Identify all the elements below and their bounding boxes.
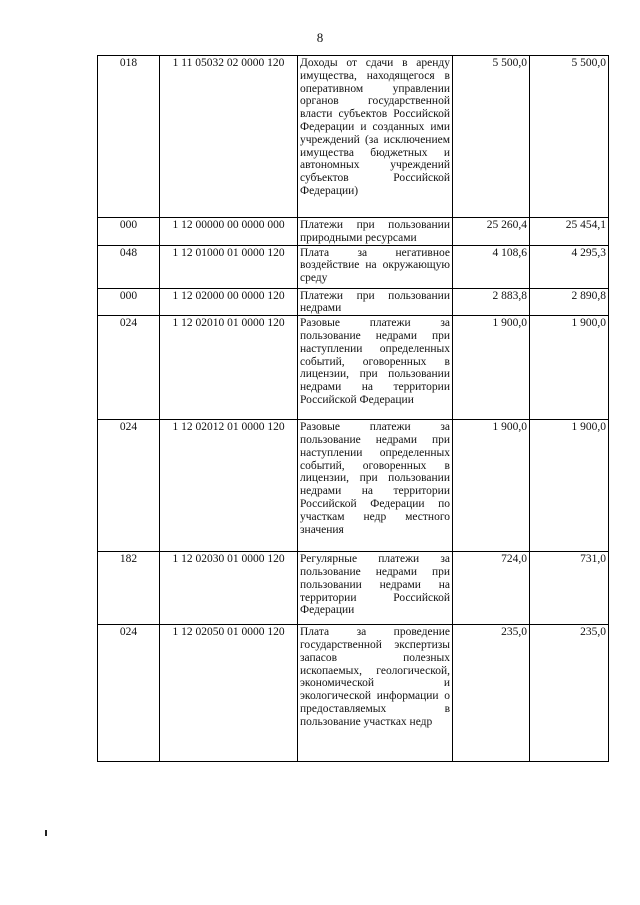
revenue-name-cell: Плата за проведение государственной экспертизы запасов полезных ископаемых, геологической, экономической и экологической информации о предоставляемых в пользование участках недр	[298, 625, 453, 762]
revenue-name-cell: Платежи при пользовании природными ресурсами	[298, 218, 453, 246]
budget-code-cell: 1 11 05032 02 0000 120	[160, 56, 298, 218]
revenue-name-cell: Плата за негативное воздействие на окружающую среду	[298, 245, 453, 288]
amount-year2-cell: 1 900,0	[530, 420, 609, 552]
amount-year1-cell: 4 108,6	[453, 245, 530, 288]
budget-code-cell: 1 12 02012 01 0000 120	[160, 420, 298, 552]
budget-code-cell: 1 12 00000 00 0000 000	[160, 218, 298, 246]
amount-year2-cell: 25 454,1	[530, 218, 609, 246]
amount-year2-cell: 235,0	[530, 625, 609, 762]
amount-year2-cell: 731,0	[530, 552, 609, 625]
budget-code-cell: 1 12 02000 00 0000 120	[160, 288, 298, 316]
amount-year1-cell: 724,0	[453, 552, 530, 625]
amount-year1-cell: 1 900,0	[453, 420, 530, 552]
amount-year1-cell: 1 900,0	[453, 316, 530, 420]
amount-year2-cell: 2 890,8	[530, 288, 609, 316]
amount-year2-cell: 5 500,0	[530, 56, 609, 218]
table-row	[98, 56, 609, 218]
budget-code-cell: 1 12 02050 01 0000 120	[160, 625, 298, 762]
revenue-name-cell: Регулярные платежи за пользование недрами при пользовании недрами на территории Российской Федерации	[298, 552, 453, 625]
revenue-name-cell: Разовые платежи за пользование недрами при наступлении определенных событий, оговоренных в лицензии, при пользовании недрами на территории Российской Федерации по участкам недр местного значения	[298, 420, 453, 552]
table-row	[98, 316, 609, 420]
revenue-name-cell: Платежи при пользовании недрами	[298, 288, 453, 316]
admin-code-cell: 024	[98, 420, 160, 552]
amount-year2-cell: 4 295,3	[530, 245, 609, 288]
budget-code-cell: 1 12 02030 01 0000 120	[160, 552, 298, 625]
table-row	[98, 288, 609, 316]
admin-code-cell: 000	[98, 288, 160, 316]
admin-code-cell: 024	[98, 625, 160, 762]
budget-code-cell: 1 12 01000 01 0000 120	[160, 245, 298, 288]
amount-year1-cell: 2 883,8	[453, 288, 530, 316]
scan-mark	[45, 830, 47, 836]
amount-year1-cell: 5 500,0	[453, 56, 530, 218]
page-number: 8	[316, 30, 324, 45]
admin-code-cell: 024	[98, 316, 160, 420]
table-row	[98, 218, 609, 246]
revenue-table	[97, 55, 609, 762]
amount-year1-cell: 25 260,4	[453, 218, 530, 246]
table-row	[98, 245, 609, 288]
revenue-name-cell: Доходы от сдачи в аренду имущества, находящегося в оперативном управлении органов государственной власти субъектов Российской Федерации и созданных ими учреждений (за исключением имущества бюджетных и автономных учреждений субъектов Российской Федерации)	[298, 56, 453, 218]
admin-code-cell: 000	[98, 218, 160, 246]
admin-code-cell: 182	[98, 552, 160, 625]
amount-year2-cell: 1 900,0	[530, 316, 609, 420]
table-row	[98, 625, 609, 762]
admin-code-cell: 048	[98, 245, 160, 288]
table-row	[98, 420, 609, 552]
admin-code-cell: 018	[98, 56, 160, 218]
budget-code-cell: 1 12 02010 01 0000 120	[160, 316, 298, 420]
revenue-name-cell: Разовые платежи за пользование недрами при наступлении определенных событий, оговоренных в лицензии, при пользовании недрами на территории Российской Федерации	[298, 316, 453, 420]
table-row	[98, 552, 609, 625]
amount-year1-cell: 235,0	[453, 625, 530, 762]
